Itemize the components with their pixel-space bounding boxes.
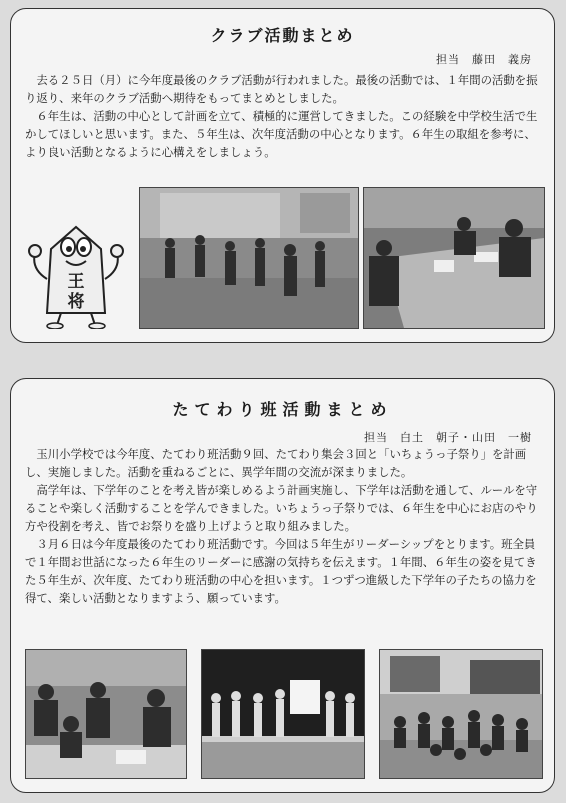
tatewari-paragraph-1: 玉川小学校では今年度、たてわり班活動９回、たてわり集会３回と「いちょうっ子祭り」を計画し、実施しました。活動を重ねるごとに、異学年間の交流が深まりました。 [25, 447, 527, 479]
club-paragraph-2: ６年生は、活動の中心として計画を立て、積極的に運営してきました。この経験を中学校生活で生かしてほしいと思います。また、５年生は、次年度活動の中心となります。６年生の取組を参考に、より良い活動となるように心構えをしましょう。 [25, 109, 538, 159]
svg-text:将: 将 [67, 292, 85, 312]
tatewari-stage-photo [201, 649, 365, 779]
tatewari-section-title: たてわり班活動まとめ [172, 400, 393, 419]
tatewari-paragraph-2: 高学年は、下学年のことを考え皆が楽しめるよう計画実施し、下学年は活動を通して、ルールを守ることや楽しく活動することを学んできました。いちょうっ子祭りでは、６年生を中心にお店のやり方や役割を考え、皆でお祭りを盛り上げようと取り組みました。 [25, 483, 538, 533]
shogi-piece-mascot [21, 209, 131, 329]
tatewari-body [25, 445, 540, 607]
tatewari-outdoor-photo [379, 649, 543, 779]
club-classroom-photo [363, 187, 545, 329]
tatewari-indoor-photo [25, 649, 187, 779]
club-author: 担当 藤田 義房 [436, 53, 532, 66]
club-body [25, 71, 540, 161]
club-paragraph-1: 去る２５日（月）に今年度最後のクラブ活動が行われました。最後の活動では、１年間の活動を振り返り、来年のクラブ活動へ期待をもってまとめとしました。 [25, 73, 538, 105]
club-activity-section [10, 8, 555, 343]
tatewari-activity-section [10, 378, 555, 793]
club-section-title: クラブ活動まとめ [210, 26, 355, 45]
svg-text:王: 王 [67, 272, 85, 292]
club-dance-photo [139, 187, 359, 329]
tatewari-author: 担当 白土 朝子・山田 一樹 [364, 431, 532, 444]
tatewari-paragraph-3: ３月６日は今年度最後のたてわり班活動です。今回は５年生がリーダーシップをとります。班全員で１年間お世話になった６年生のリーダーに感謝の気持ちを伝えます。１年間、６年生の姿を見てきた５年生が、次年度、たてわり班活動の中心を担います。１つずつ進級した下学年の子たちの協力を得て、楽しい活動となりますよう、願っています。 [25, 537, 537, 605]
